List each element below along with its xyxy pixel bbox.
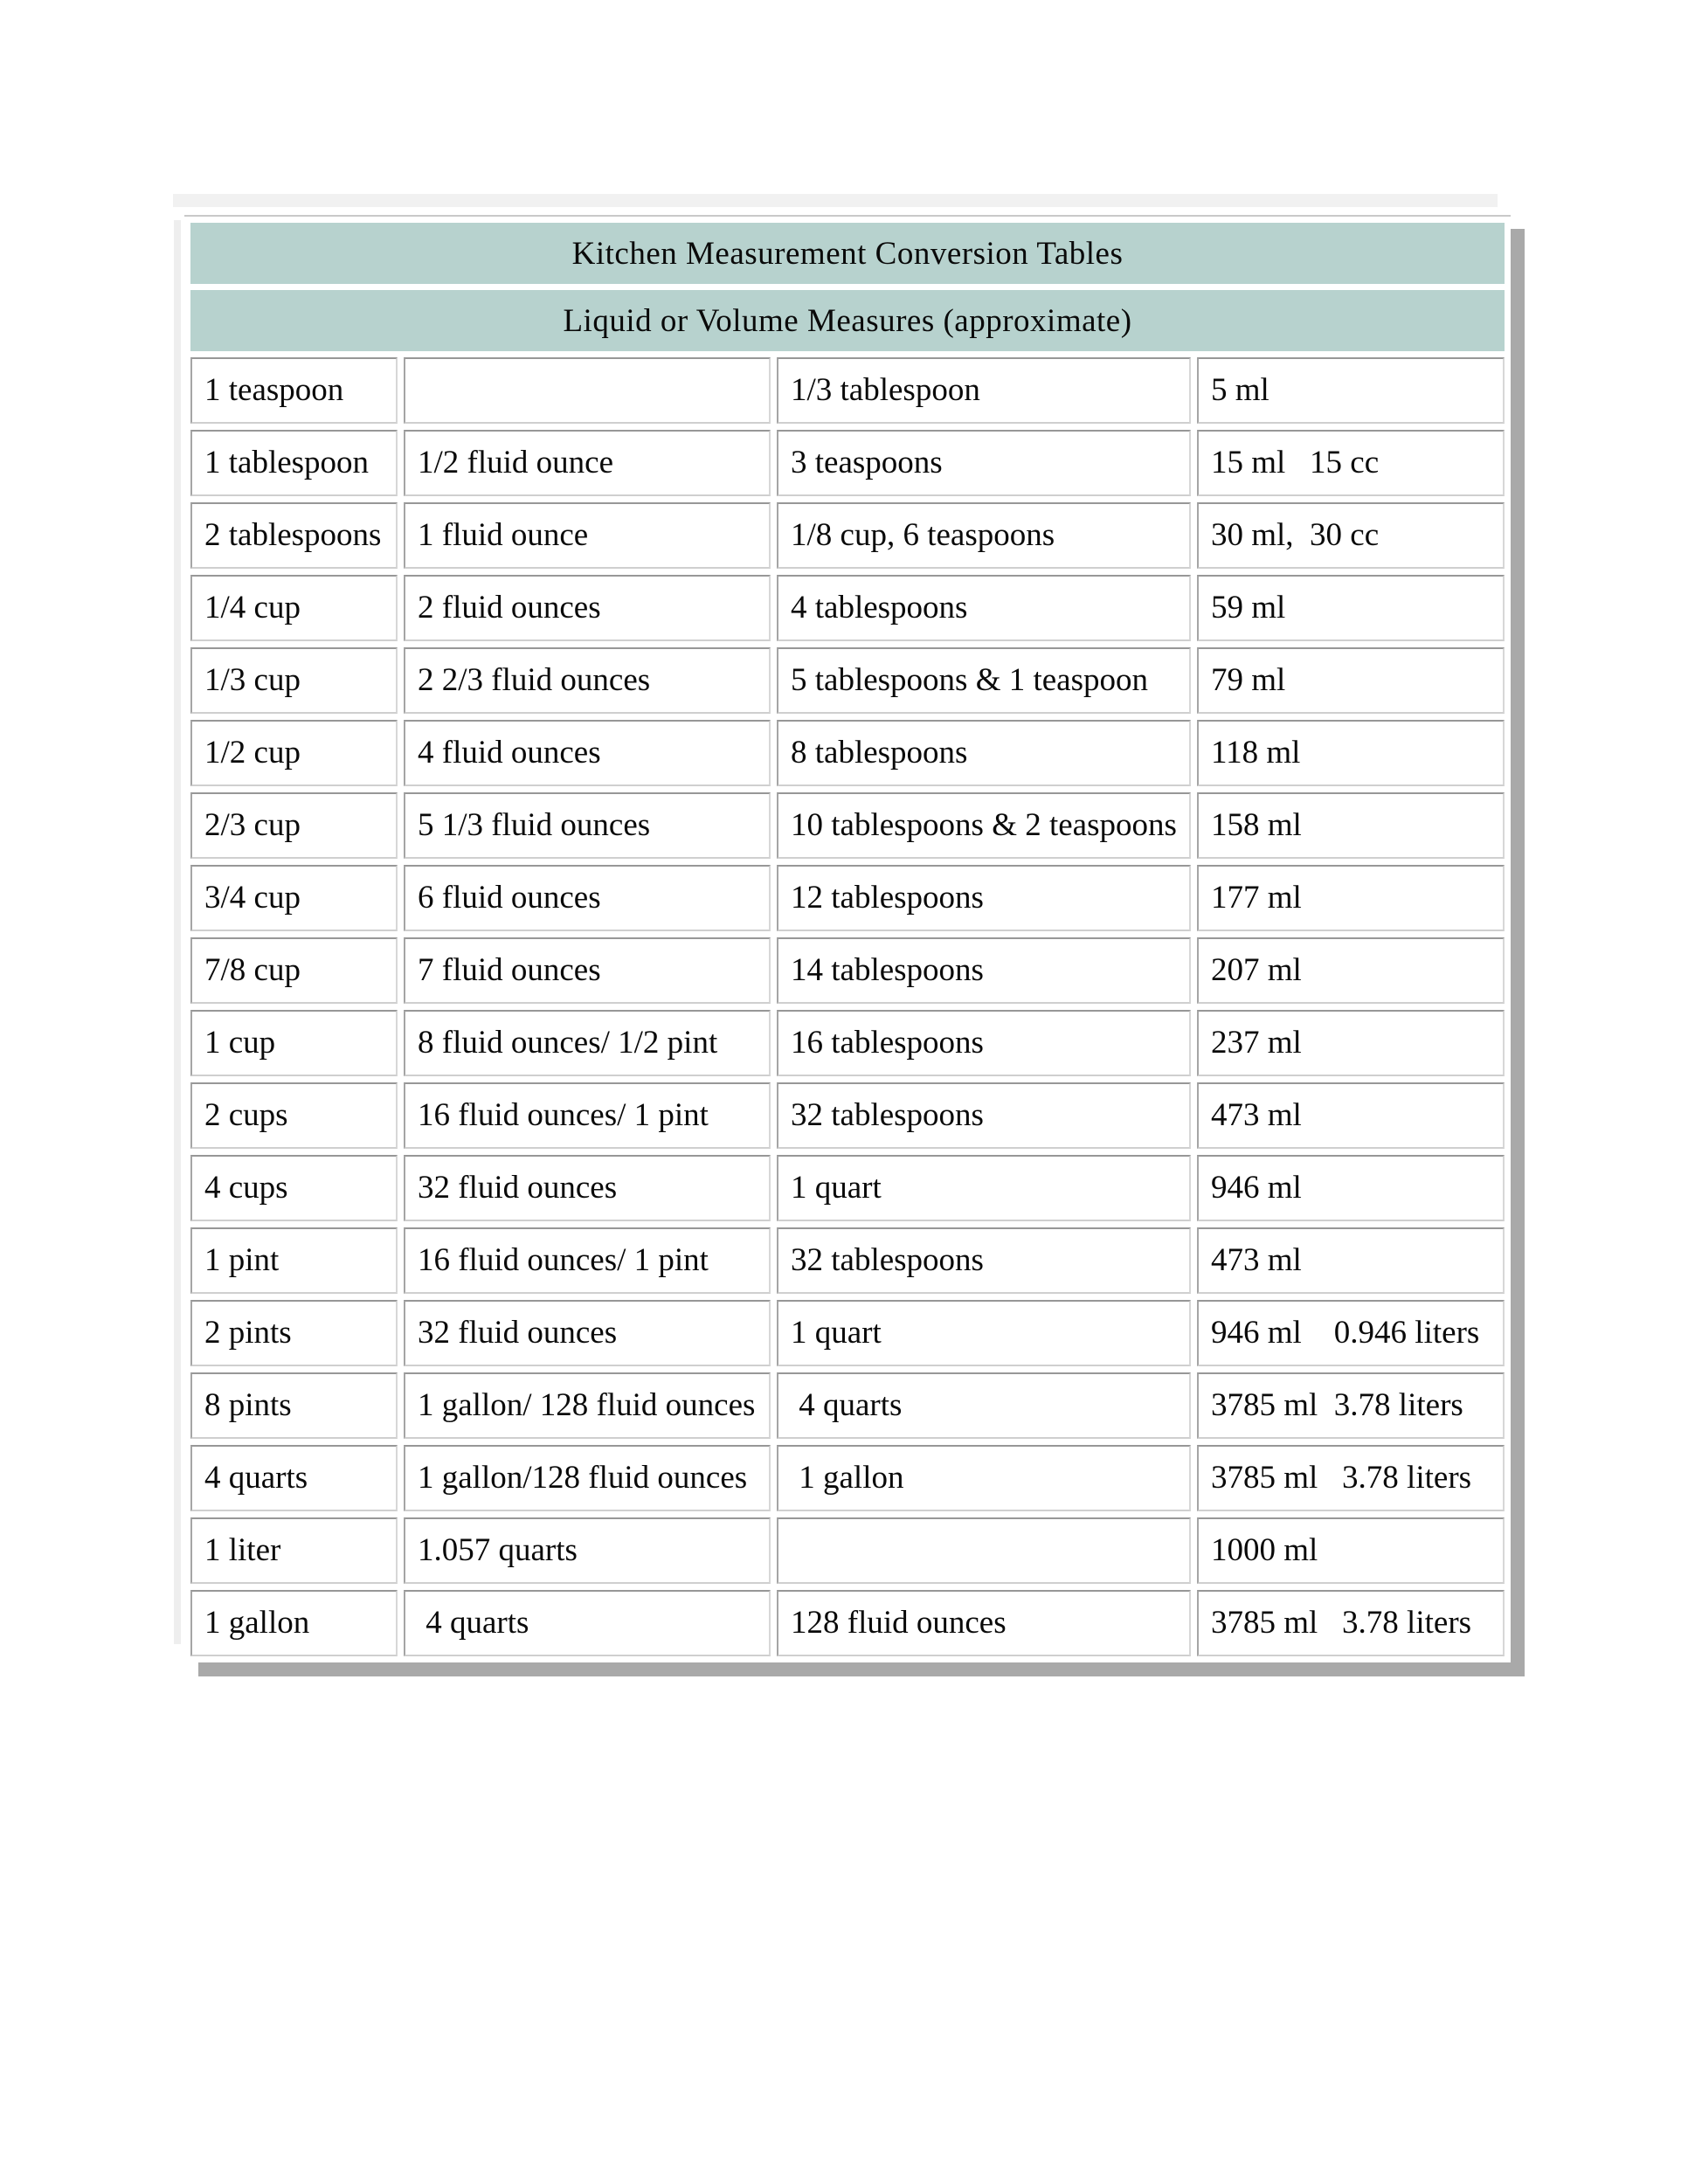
table-cell: 1 fluid ounce: [404, 502, 771, 569]
table-left-edge-strip: [174, 220, 181, 1644]
table-cell: 1/4 cup: [190, 575, 398, 641]
table-cell: 158 ml: [1197, 792, 1505, 859]
table-cell: 946 ml 0.946 liters: [1197, 1300, 1505, 1366]
table-cell: 8 pints: [190, 1372, 398, 1439]
table-cell: 1.057 quarts: [404, 1517, 771, 1584]
table-row: [190, 575, 1505, 641]
table-cell: 1/2 fluid ounce: [404, 430, 771, 496]
table-cell: 8 fluid ounces/ 1/2 pint: [404, 1010, 771, 1076]
table-cell: 3/4 cup: [190, 865, 398, 931]
table-cell: 1 quart: [777, 1300, 1191, 1366]
table-cell: 32 tablespoons: [777, 1227, 1191, 1294]
table-row: [190, 430, 1505, 496]
table-cell: 1 gallon/128 fluid ounces: [404, 1445, 771, 1511]
table-row: [190, 1010, 1505, 1076]
table-cell: 16 fluid ounces/ 1 pint: [404, 1227, 771, 1294]
table-cell: 5 ml: [1197, 357, 1505, 424]
table-cell: 1 gallon/ 128 fluid ounces: [404, 1372, 771, 1439]
table-cell: 1 tablespoon: [190, 430, 398, 496]
table-cell: 128 fluid ounces: [777, 1590, 1191, 1656]
table-cell: 2 tablespoons: [190, 502, 398, 569]
table-cell: 4 fluid ounces: [404, 720, 771, 786]
table-cell: 1/3 cup: [190, 647, 398, 714]
table-cell: 946 ml: [1197, 1155, 1505, 1221]
table-row: [190, 865, 1505, 931]
table-cell: 3785 ml 3.78 liters: [1197, 1372, 1505, 1439]
table-header: [190, 223, 1505, 351]
table-row: [190, 647, 1505, 714]
table-row: [190, 1155, 1505, 1221]
table-body: [190, 357, 1505, 1656]
table-cell: 59 ml: [1197, 575, 1505, 641]
table-cell: 1/8 cup, 6 teaspoons: [777, 502, 1191, 569]
table-cell: 1 gallon: [777, 1445, 1191, 1511]
table-cell: 1 pint: [190, 1227, 398, 1294]
table-cell: 8 tablespoons: [777, 720, 1191, 786]
table-row: [190, 1082, 1505, 1149]
table-cell: 5 tablespoons & 1 teaspoon: [777, 647, 1191, 714]
table-cell: [777, 1517, 1191, 1584]
table-cell: 207 ml: [1197, 937, 1505, 1004]
table-row: [190, 792, 1505, 859]
table-row: [190, 357, 1505, 424]
table-cell: 10 tablespoons & 2 teaspoons: [777, 792, 1191, 859]
table-cell: 4 cups: [190, 1155, 398, 1221]
table-cell: 32 fluid ounces: [404, 1155, 771, 1221]
table-cell: 1 teaspoon: [190, 357, 398, 424]
table-subtitle: Liquid or Volume Measures (approximate): [190, 290, 1505, 351]
table-cell: 79 ml: [1197, 647, 1505, 714]
table-row: [190, 1517, 1505, 1584]
table-cell: 6 fluid ounces: [404, 865, 771, 931]
table-cell: 15 ml 15 cc: [1197, 430, 1505, 496]
table-row: [190, 502, 1505, 569]
table-cell: 14 tablespoons: [777, 937, 1191, 1004]
table-cell: 2 pints: [190, 1300, 398, 1366]
table-cell: 1000 ml: [1197, 1517, 1505, 1584]
table-cell: 3 teaspoons: [777, 430, 1191, 496]
table-row: [190, 1300, 1505, 1366]
table-cell: 2 2/3 fluid ounces: [404, 647, 771, 714]
table-cell: [404, 357, 771, 424]
table-cell: 4 quarts: [190, 1445, 398, 1511]
table-cell: 16 fluid ounces/ 1 pint: [404, 1082, 771, 1149]
table-cell: 3785 ml 3.78 liters: [1197, 1445, 1505, 1511]
table-row: [190, 1590, 1505, 1656]
table-cell: 16 tablespoons: [777, 1010, 1191, 1076]
table-cell: 7 fluid ounces: [404, 937, 771, 1004]
table-cell: 2 cups: [190, 1082, 398, 1149]
table-row: [190, 1372, 1505, 1439]
table-cell: 1/2 cup: [190, 720, 398, 786]
table-cell: 4 quarts: [777, 1372, 1191, 1439]
table-cell: 1 cup: [190, 1010, 398, 1076]
table-row: [190, 1445, 1505, 1511]
table-cell: 12 tablespoons: [777, 865, 1191, 931]
table-cell: 237 ml: [1197, 1010, 1505, 1076]
table-cell: 1 liter: [190, 1517, 398, 1584]
table-cell: 473 ml: [1197, 1227, 1505, 1294]
page-top-strip: [173, 194, 1498, 207]
table-cell: 1/3 tablespoon: [777, 357, 1191, 424]
table-cell: 30 ml, 30 cc: [1197, 502, 1505, 569]
table-cell: 3785 ml 3.78 liters: [1197, 1590, 1505, 1656]
table-row: [190, 720, 1505, 786]
table-cell: 2 fluid ounces: [404, 575, 771, 641]
table-cell: 2/3 cup: [190, 792, 398, 859]
table-row: [190, 1227, 1505, 1294]
table-cell: 118 ml: [1197, 720, 1505, 786]
table-cell: 4 tablespoons: [777, 575, 1191, 641]
table-cell: 473 ml: [1197, 1082, 1505, 1149]
table-row: [190, 937, 1505, 1004]
table-cell: 4 quarts: [404, 1590, 771, 1656]
table-cell: 7/8 cup: [190, 937, 398, 1004]
subtitle-row: [190, 290, 1505, 351]
table-cell: 1 quart: [777, 1155, 1191, 1221]
title-row: [190, 223, 1505, 284]
table-cell: 1 gallon: [190, 1590, 398, 1656]
table-title: Kitchen Measurement Conversion Tables: [190, 223, 1505, 284]
table-cell: 5 1/3 fluid ounces: [404, 792, 771, 859]
table-cell: 32 tablespoons: [777, 1082, 1191, 1149]
table-cell: 32 fluid ounces: [404, 1300, 771, 1366]
conversion-table: [184, 215, 1511, 1662]
table-cell: 177 ml: [1197, 865, 1505, 931]
